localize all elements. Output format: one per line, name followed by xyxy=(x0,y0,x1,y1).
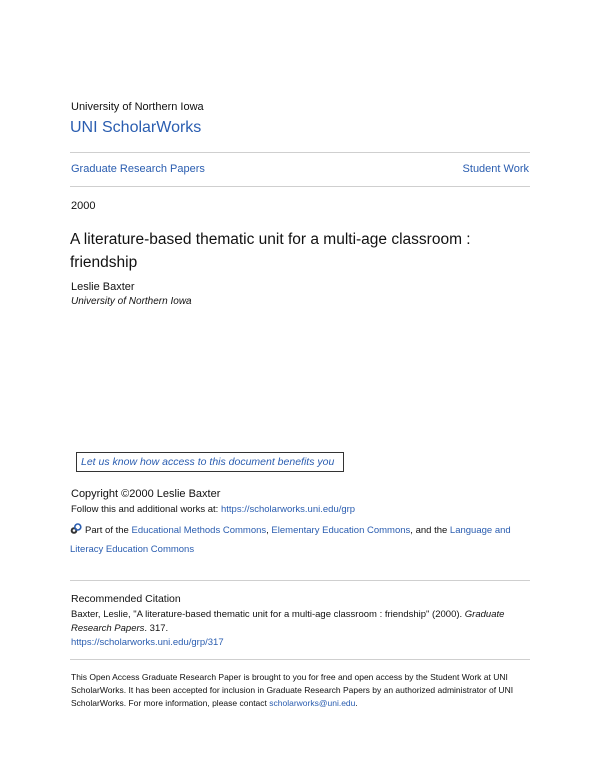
follow-prefix: Follow this and additional works at: xyxy=(71,504,221,515)
citation-text: Baxter, Leslie, "A literature-based thematic unit for a multi-age classroom : friendship" (2000). xyxy=(71,609,465,620)
contact-email-link[interactable]: scholarworks@uni.edu xyxy=(269,698,356,708)
feedback-box[interactable] xyxy=(76,452,344,472)
citation-body xyxy=(71,608,531,650)
citation-heading: Recommended Citation xyxy=(71,593,181,605)
notice-end: . xyxy=(355,698,358,708)
part-of-line xyxy=(70,521,530,559)
institution-name: University of Northern Iowa xyxy=(71,101,204,113)
notice-text: This Open Access Graduate Research Paper is brought to you for free and open access by the Student Work at UNI ScholarWorks. It has been accepted for inclusion in Graduate Research Papers by an authorized administrator of UNI ScholarWorks. For more information, please contact xyxy=(71,672,514,708)
divider-top xyxy=(70,152,530,153)
follow-url-link[interactable]: https://scholarworks.uni.edu/grp xyxy=(220,504,356,515)
publication-year: 2000 xyxy=(71,200,96,212)
open-access-icon xyxy=(70,523,82,535)
educational-methods-commons-link[interactable]: Educational Methods Commons xyxy=(131,525,267,536)
author-affiliation: University of Northern Iowa xyxy=(71,296,192,307)
divider-nav xyxy=(70,186,530,187)
repository-link[interactable]: UNI ScholarWorks xyxy=(70,119,202,136)
divider-bottom xyxy=(70,659,530,660)
open-access-notice xyxy=(71,671,531,710)
student-work-link[interactable]: Student Work xyxy=(462,163,529,175)
citation-number: . 317. xyxy=(144,623,169,634)
paper-title: A literature-based thematic unit for a multi-age classroom : friendship xyxy=(70,231,471,271)
part-of-sep2: , and the xyxy=(410,525,450,536)
citation-url-link[interactable]: https://scholarworks.uni.edu/grp/317 xyxy=(71,637,224,648)
part-of-prefix: Part of the xyxy=(85,525,132,536)
follow-line xyxy=(71,504,355,515)
copyright-notice: Copyright ©2000 Leslie Baxter xyxy=(71,488,221,500)
collection-link[interactable]: Graduate Research Papers xyxy=(71,163,205,175)
divider-citation xyxy=(70,580,530,581)
part-of-sep1: , xyxy=(266,525,272,536)
author-name: Leslie Baxter xyxy=(71,281,135,293)
citation-series: Graduate Research Papers xyxy=(71,609,505,634)
feedback-link[interactable]: Let us know how access to this document benefits you xyxy=(81,456,335,468)
elementary-education-commons-link[interactable]: Elementary Education Commons xyxy=(271,525,411,536)
language-literacy-commons-link[interactable]: Language and Literacy Education Commons xyxy=(70,525,511,555)
